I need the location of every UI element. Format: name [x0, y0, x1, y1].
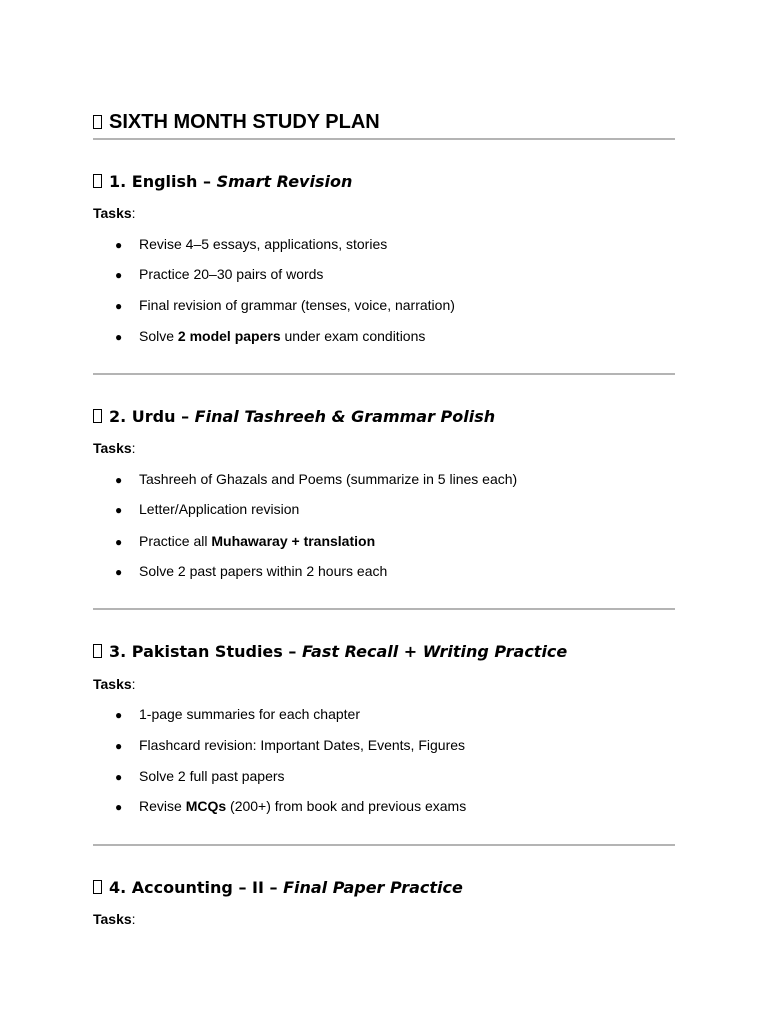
missing-glyph-icon [93, 174, 102, 188]
list-item: ● Revise MCQs (200+) from book and previous exams [115, 798, 467, 814]
divider [93, 608, 675, 610]
list-item: ● Solve 2 full past papers [115, 768, 285, 784]
divider [93, 138, 675, 140]
tasks-label: Tasks: [93, 911, 136, 927]
section-heading-urdu: 2. Urdu – Final Tashreeh & Grammar Polish [93, 407, 495, 427]
list-item: ● Solve 2 past papers within 2 hours each [115, 563, 388, 579]
list-item: ● Tashreeh of Ghazals and Poems (summarize in 5 lines each) [115, 471, 518, 487]
tasks-label: Tasks: [93, 676, 136, 692]
section-heading-pakistan-studies: 3. Pakistan Studies – Fast Recall + Writing Practice [93, 642, 567, 662]
section-heading-accounting: 4. Accounting – II – Final Paper Practice [93, 878, 463, 898]
list-item: ● Final revision of grammar (tenses, voice, narration) [115, 297, 455, 313]
missing-glyph-icon [93, 880, 102, 894]
divider [93, 844, 675, 846]
missing-glyph-icon [93, 115, 102, 129]
missing-glyph-icon [93, 644, 102, 658]
section-heading-english: 1. English – Smart Revision [93, 172, 352, 192]
list-item: ● Letter/Application revision [115, 501, 300, 517]
missing-glyph-icon [93, 409, 102, 423]
tasks-label: Tasks: [93, 440, 136, 456]
list-item: ● Revise 4–5 essays, applications, stories [115, 236, 388, 252]
list-item: ● Solve 2 model papers under exam conditions [115, 328, 426, 344]
list-item: ● Practice 20–30 pairs of words [115, 266, 324, 282]
divider [93, 373, 675, 375]
tasks-label: Tasks: [93, 205, 136, 221]
list-item: ● Flashcard revision: Important Dates, Events, Figures [115, 737, 466, 753]
list-item: ● 1-page summaries for each chapter [115, 706, 360, 722]
document-title: SIXTH MONTH STUDY PLAN [93, 110, 380, 134]
list-item: ● Practice all Muhawaray + translation [115, 533, 376, 549]
